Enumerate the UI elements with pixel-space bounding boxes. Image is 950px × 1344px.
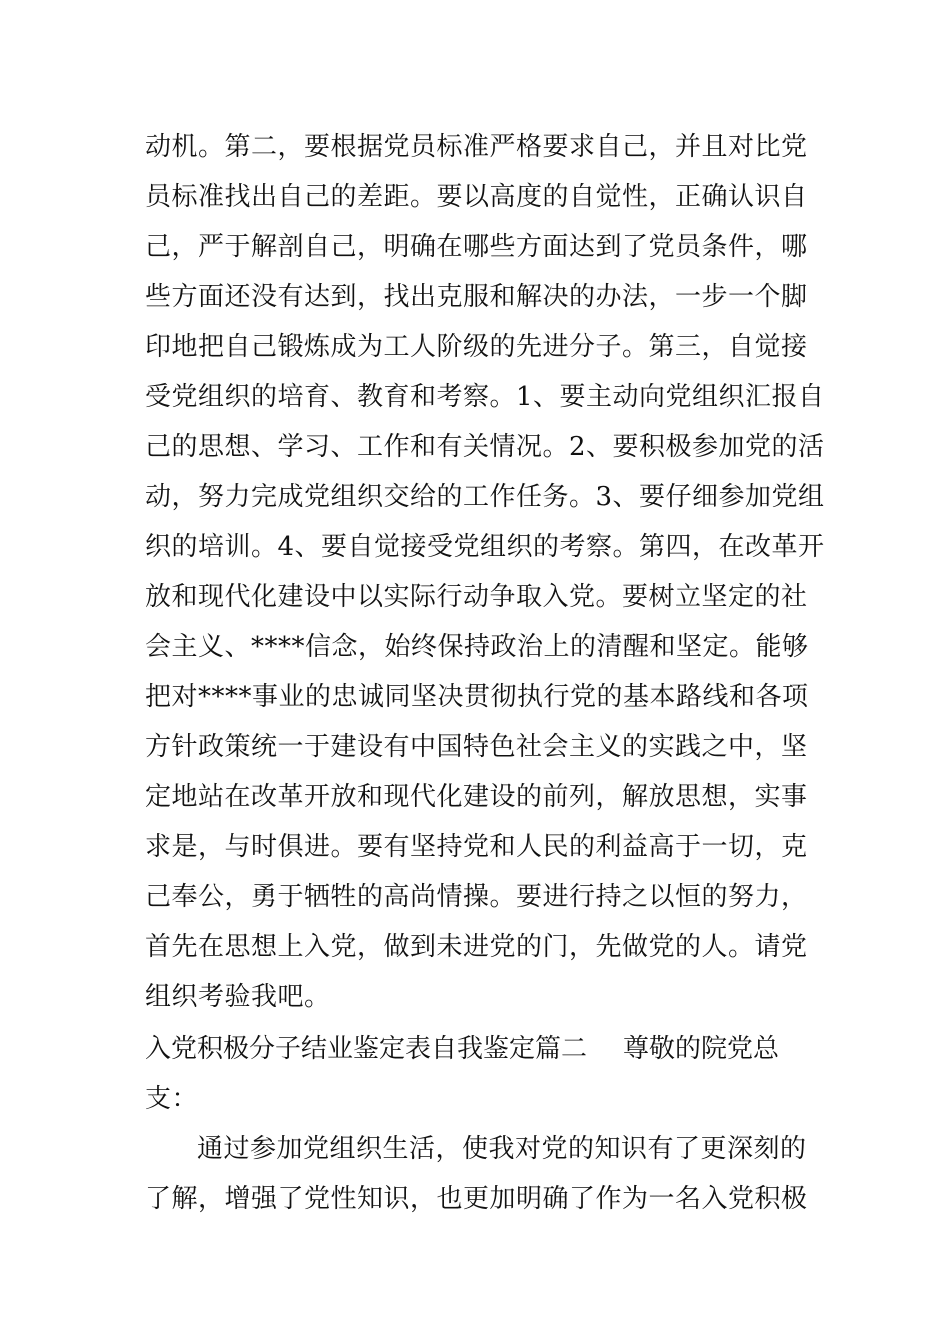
salutation-continued: 支： (145, 1084, 199, 1114)
salutation: 尊敬的院党总 (623, 1034, 780, 1064)
text-line: 己的思想、学习、工作和有关情况。2、要积极参加党的活 (145, 432, 825, 462)
text-line: 己，严于解剖自己，明确在哪些方面达到了党员条件，哪 (145, 232, 808, 262)
text-line: 会主义、****信念，始终保持政治上的清醒和坚定。能够 (145, 632, 809, 662)
body-paragraph-line: 了解，增强了党性知识，也更加明确了作为一名入党积极 (145, 1184, 808, 1214)
text-line: 把对****事业的忠诚同坚决贯彻执行党的基本路线和各项 (145, 682, 809, 712)
text-line: 求是，与时俱进。要有坚持党和人民的利益高于一切，克 (145, 832, 808, 862)
text-line: 员标准找出自己的差距。要以高度的自觉性，正确认识自 (145, 182, 808, 212)
text-line: 己奉公，勇于牺牲的高尚情操。要进行持之以恒的努力， (145, 882, 808, 912)
text-line: 动，努力完成党组织交给的工作任务。3、要仔细参加党组 (145, 482, 825, 512)
text-line: 组织考验我吧。 (145, 982, 331, 1012)
text-line: 受党组织的培育、教育和考察。1、要主动向党组织汇报自 (145, 382, 825, 412)
body-paragraph-line: 通过参加党组织生活，使我对党的知识有了更深刻的 (197, 1134, 807, 1164)
text-line: 首先在思想上入党，做到未进党的门，先做党的人。请党 (145, 932, 808, 962)
text-line: 动机。第二，要根据党员标准严格要求自己，并且对比党 (145, 132, 808, 162)
text-line: 方针政策统一于建设有中国特色社会主义的实践之中，坚 (145, 732, 808, 762)
text-line: 印地把自己锻炼成为工人阶级的先进分子。第三，自觉接 (145, 332, 808, 362)
text-line: 些方面还没有达到，找出克服和解决的办法，一步一个脚 (145, 282, 808, 312)
text-line: 定地站在改革开放和现代化建设的前列，解放思想，实事 (145, 782, 808, 812)
section-title: 入党积极分子结业鉴定表自我鉴定篇二 (145, 1034, 588, 1064)
text-line: 织的培训。4、要自觉接受党组织的考察。第四，在改革开 (145, 532, 825, 562)
text-line: 放和现代化建设中以实际行动争取入党。要树立坚定的社 (145, 582, 808, 612)
